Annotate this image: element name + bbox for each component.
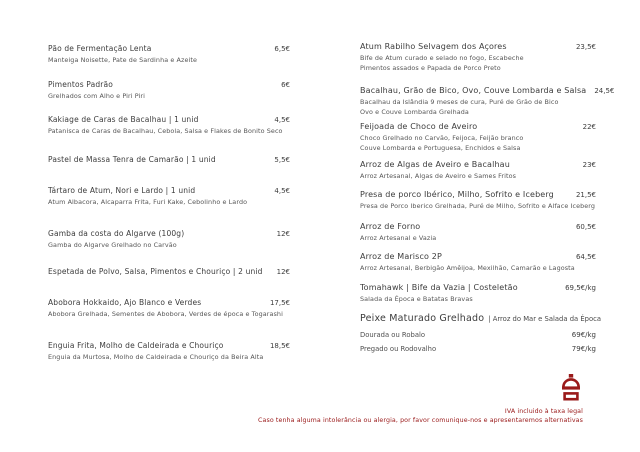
menu-item-desc: Abobora Grelhada, Sementes de Abobora, Verdes de época e Togarashi (48, 309, 283, 318)
menu-item-name: Tomahawk | Bife da Vazia | Costeletão (360, 283, 518, 292)
menu-item-price: 18,5€ (269, 342, 290, 350)
menu-item (360, 190, 596, 210)
menu-item-desc: Bife de Atum curado e selado no fogo, Escabeche (360, 53, 524, 62)
menu-item (48, 155, 290, 165)
menu-item-name: Bacalhau, Grão de Bico, Ovo, Couve Lombarda e Salsa (360, 86, 587, 95)
menu-item-desc: Grelhados com Alho e Piri Piri (48, 91, 146, 100)
menu-item-desc: Arroz Artesanal e Vazia (360, 233, 437, 242)
menu-item-price: 21,5€ (575, 191, 596, 199)
menu-item-desc: Ovo e Couve Lombarda Grelhada (360, 107, 469, 116)
menu-item-name: Pão de Fermentação Lenta (48, 44, 152, 53)
allergy-note: Caso tenha alguma intolerância ou alergia, por favor comunique-nos e apresentaremos alternativas (258, 417, 583, 424)
menu-item-price: 23€ (582, 161, 596, 169)
menu-item-desc: Bacalhau da Islândia 9 meses de cura, Puré de Grão de Bico (360, 97, 559, 106)
menu-item-name: Arroz de Forno (360, 222, 421, 231)
menu-item (48, 80, 290, 100)
charcoal-grill-icon (559, 374, 583, 401)
menu-item-price: 4,5€ (274, 116, 290, 124)
menu-item-price: 6,5€ (274, 45, 290, 53)
menu-item-name: Arroz de Algas de Aveiro e Bacalhau (360, 160, 510, 169)
menu-item-price: 17,5€ (269, 299, 290, 307)
menu-item-price: 23,5€ (575, 43, 596, 51)
menu-item-name: Espetada de Polvo, Salsa, Pimentos e Chouriço | 2 unid (48, 267, 263, 276)
menu-item-desc: Choco Grelhado no Carvão, Feijoca, Feijão branco (360, 133, 524, 142)
menu-item-name: Gamba da costa do Algarve (100g) (48, 229, 185, 238)
menu-item (360, 86, 615, 116)
menu-item (48, 44, 290, 64)
menu-item-price: 24,5€ (594, 87, 615, 95)
menu-item-desc: Pimentos assados e Papada de Porco Preto (360, 63, 501, 72)
menu-item (360, 160, 596, 180)
menu-item (360, 122, 596, 152)
menu-item-desc: Atum Albacora, Alcaparra Frita, Furi Kake, Cebolinho e Lardo (48, 197, 248, 206)
menu-item-name: Presa de porco Ibérico, Milho, Sofrito e Iceberg (360, 190, 554, 199)
menu-item-name: Tártaro de Atum, Nori e Lardo | 1 unid (48, 186, 196, 195)
menu-item-desc: Enguia da Murtosa, Molho de Caldeirada e Chouriço da Beira Alta (48, 352, 264, 361)
menu-section-fish (360, 313, 601, 354)
menu-item-desc: Couve Lombarda e Portuguesa, Enchidos e Salsa (360, 143, 521, 152)
vat-note: IVA incluido à taxa legal (504, 408, 583, 415)
menu-item-desc: Patanisca de Caras de Bacalhau, Cebola, Salsa e Flakes de Bonito Seco (48, 126, 283, 135)
menu-item (48, 298, 290, 318)
menu-item-name: Pimentos Padrão (48, 80, 113, 89)
menu-item (48, 229, 290, 249)
menu-item (360, 222, 596, 242)
fish-variant-name: Pregado ou Rodovalho (360, 345, 437, 353)
menu-item-price: 12€ (276, 230, 290, 238)
menu-item-price: 6€ (281, 81, 290, 89)
menu-item-price: 5,5€ (274, 156, 290, 164)
menu-item-desc: Gamba do Algarve Grelhado no Carvão (48, 240, 177, 249)
menu-item-price: 60,5€ (575, 223, 596, 231)
menu-item-price: 64,5€ (575, 253, 596, 261)
fish-variant (360, 344, 596, 354)
menu-item (48, 341, 290, 361)
menu-item-name: Pastel de Massa Tenra de Camarão | 1 unid (48, 155, 216, 164)
menu-item-desc: Presa de Porco Iberico Grelhada, Puré de Milho, Sofrito e Alface Iceberg (360, 201, 596, 210)
menu-item (48, 267, 290, 277)
menu-item-name: Abobora Hokkaido, Ajo Blanco e Verdes (48, 298, 202, 307)
menu-item-desc: Salada da Época e Batatas Bravas (360, 294, 473, 303)
fish-variant-price: 79€/kg (571, 345, 596, 353)
menu-item (360, 252, 596, 272)
fish-variant-price: 69€/kg (571, 330, 596, 339)
fish-variant (360, 330, 596, 340)
menu-item-desc: Arroz Artesanal, Berbigão Amêijoa, Mexilhão, Camarão e Lagosta (360, 263, 575, 272)
fish-section-subtitle: | Arroz do Mar e Salada da Época (488, 315, 601, 323)
menu-item-name: Arroz de Marisco 2P (360, 252, 442, 261)
menu-item-name: Atum Rabilho Selvagem dos Açores (360, 42, 507, 51)
fish-section-title: Peixe Maturado Grelhado (360, 313, 485, 324)
menu-item-name: Enguia Frita, Molho de Caldeirada e Chouriço (48, 341, 224, 350)
menu-item (360, 283, 596, 303)
menu-item-price: 4,5€ (274, 187, 290, 195)
menu-item-desc: Arroz Artesanal, Algas de Aveiro e Sames Fritos (360, 171, 517, 180)
menu-item-price: 22€ (582, 123, 596, 131)
footer (258, 374, 583, 425)
menu-item (360, 42, 596, 72)
menu-item-name: Feijoada de Choco de Aveiro (360, 122, 478, 131)
menu-item-price: 69,5€/kg (565, 284, 596, 292)
menu-item-name: Kakiage de Caras de Bacalhau | 1 unid (48, 115, 199, 124)
menu-item (48, 115, 290, 135)
menu-item-price: 12€ (276, 268, 290, 276)
menu-item-desc: Manteiga Noisette, Pate de Sardinha e Azeite (48, 55, 198, 64)
menu-item (48, 186, 290, 206)
fish-variant-name: Dourada ou Robalo (360, 330, 426, 339)
